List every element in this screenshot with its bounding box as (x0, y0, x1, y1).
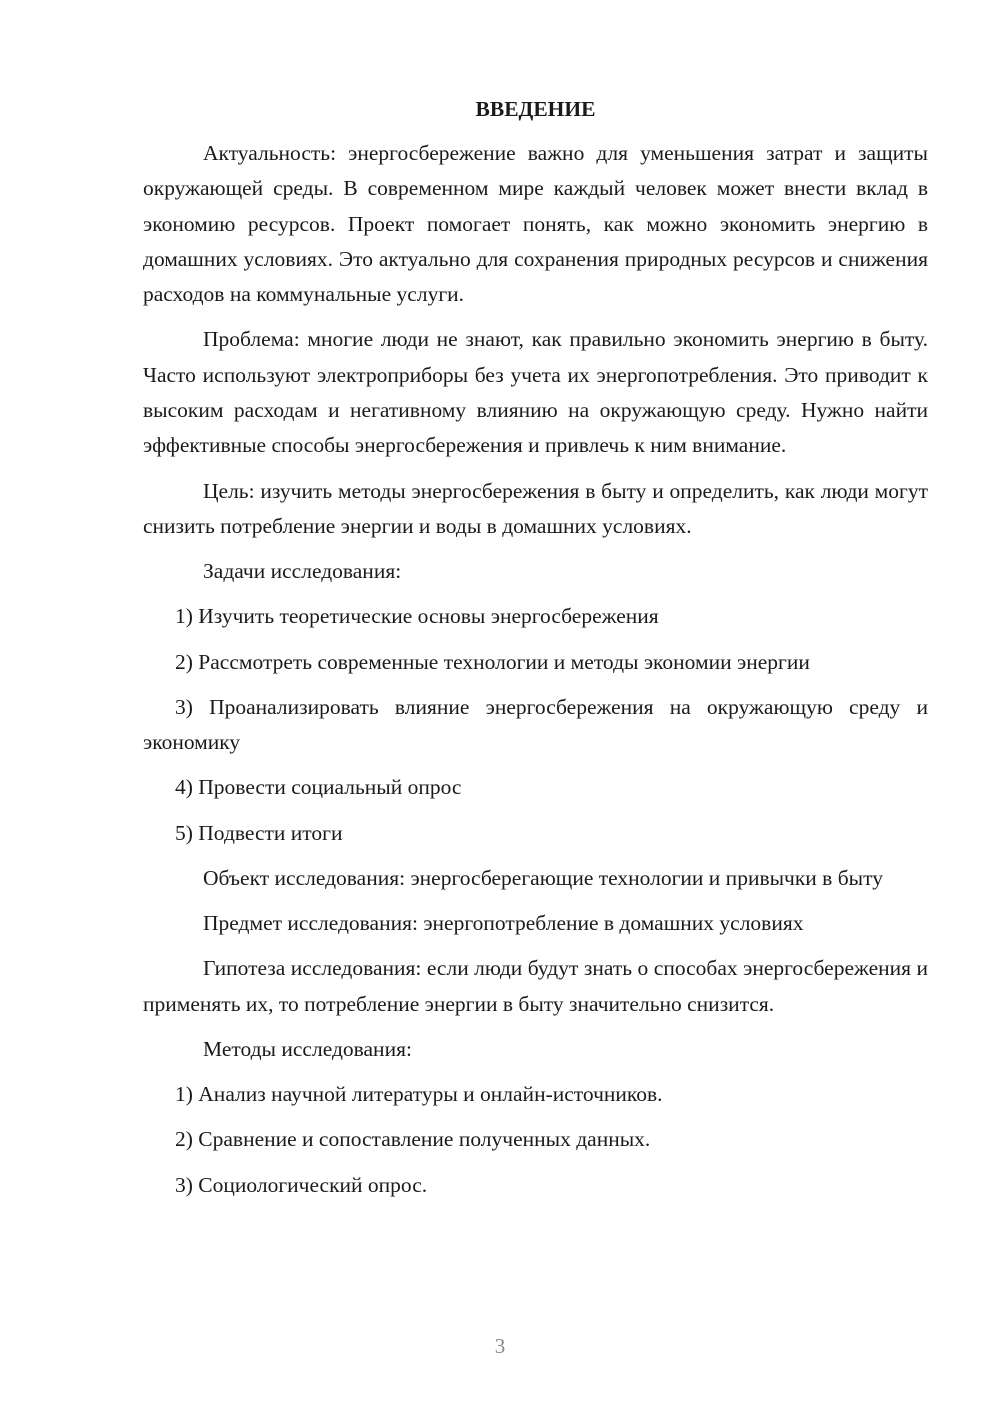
method-item: 1) Анализ научной литературы и онлайн-источников. (175, 1081, 663, 1106)
hypothesis-paragraph: Гипотеза исследования: если люди будут знать о способах энергосбережения и применять их, то потребление энергии в быту значительно снизится. (143, 956, 928, 1016)
task-item: 2) Рассмотреть современные технологии и методы экономии энергии (175, 649, 810, 674)
goal-paragraph: Цель: изучить методы энергосбережения в быту и определить, как люди могут снизить потребление энергии и воды в домашних условиях. (143, 478, 928, 538)
method-item: 3) Социологический опрос. (175, 1172, 428, 1197)
relevance-paragraph: Актуальность: энергосбережение важно для уменьшения затрат и защиты окружающей среды. В современном мире каждый человек может внести вклад в экономию ресурсов. Проект помогает понять, как можно экономить энергию в домашних условиях. Это актуально для сохранения природных ресурсов и снижения расходов на коммунальные услуги. (143, 141, 928, 307)
method-item: 2) Сравнение и сопоставление полученных данных. (175, 1127, 651, 1152)
subject-paragraph: Предмет исследования: энергопотребление в домашних условиях (203, 911, 804, 936)
page-number: 3 (494, 1334, 506, 1358)
task-item: 4) Провести социальный опрос (175, 775, 462, 800)
tasks-heading: Задачи исследования: (203, 559, 402, 584)
task-item: 1) Изучить теоретические основы энергосбережения (175, 604, 659, 629)
section-title: ВВЕДЕНИЕ (475, 97, 596, 121)
task-item: 3) Проанализировать влияние энергосбережения на окружающую среду и экономику (143, 694, 928, 755)
problem-paragraph: Проблема: многие люди не знают, как правильно экономить энергию в быту. Часто используют электроприборы без учета их энергопотребления. Это приводит к высоким расходам и негативному влиянию на окружающую среду. Нужно найти эффективные способы энергосбережения и привлечь к ним внимание. (143, 327, 928, 458)
methods-heading: Методы исследования: (203, 1036, 412, 1061)
task-item: 5) Подвести итоги (175, 820, 343, 845)
object-paragraph: Объект исследования: энергосберегающие технологии и привычки в быту (203, 866, 883, 891)
document-page (143, 92, 928, 1213)
